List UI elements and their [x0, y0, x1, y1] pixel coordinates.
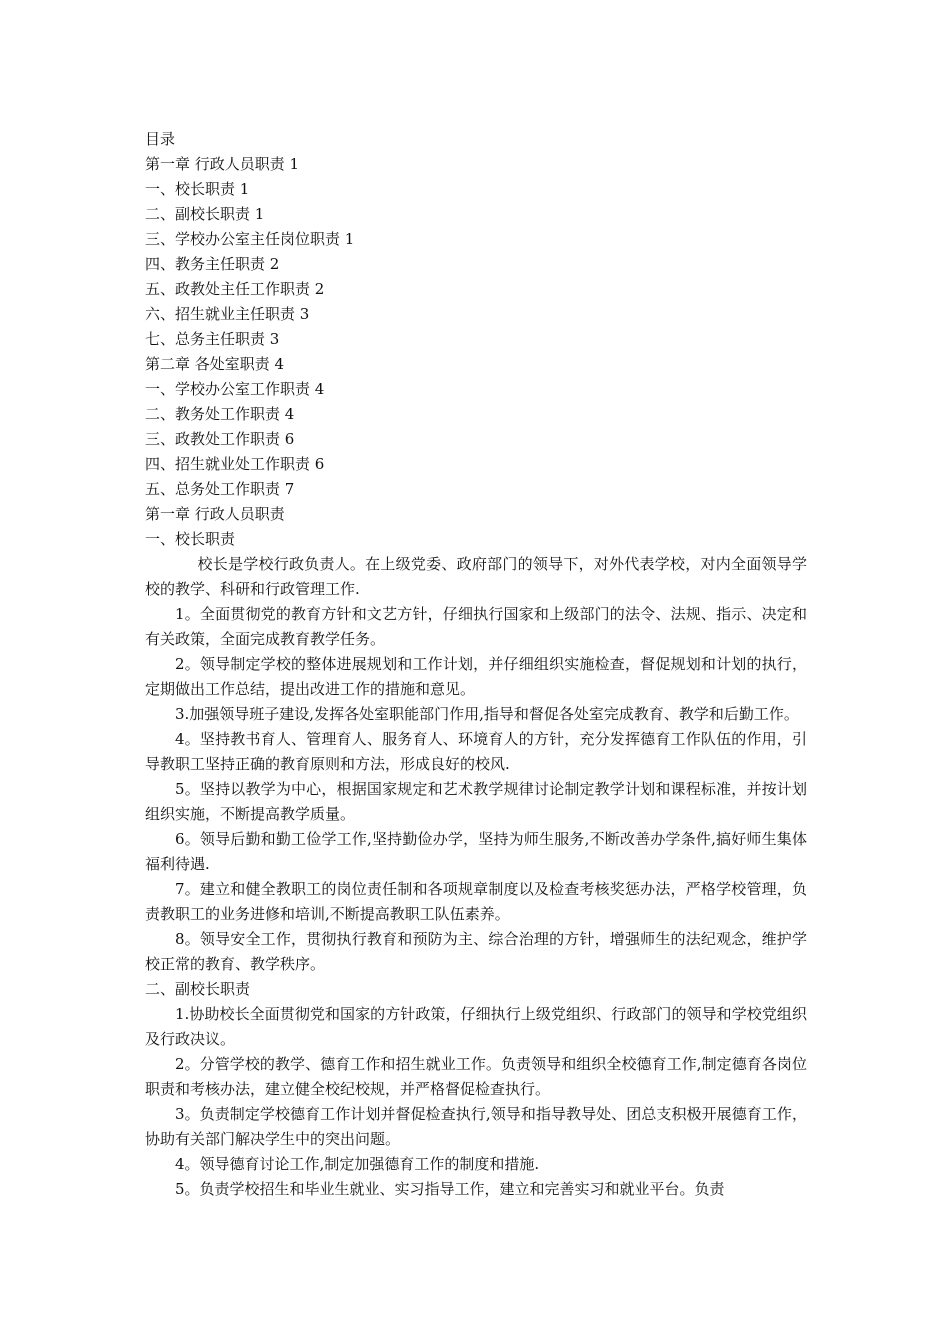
toc-item[interactable]: 三、学校办公室主任岗位职责 1 [145, 230, 355, 248]
paragraph: 4。坚持教书育人、管理育人、服务育人、环境育人的方针，充分发挥德育工作队伍的作用，引导教职工坚持正确的教育原则和方法，形成良好的校风. [145, 730, 807, 773]
section-principal-duties [145, 527, 807, 977]
toc-item[interactable]: 五、总务处工作职责 7 [145, 480, 295, 498]
toc-item[interactable]: 七、总务主任职责 3 [145, 330, 280, 348]
paragraph: 1.协助校长全面贯彻党和国家的方针政策，仔细执行上级党组织、行政部门的领导和学校党组织及行政决议。 [145, 1005, 807, 1048]
toc-item[interactable]: 一、学校办公室工作职责 4 [145, 380, 325, 398]
toc-item[interactable]: 五、政教处主任工作职责 2 [145, 280, 325, 298]
chapter-title: 第一章 行政人员职责 [145, 505, 285, 523]
toc-item[interactable]: 二、副校长职责 1 [145, 205, 265, 223]
toc-item[interactable]: 四、招生就业处工作职责 6 [145, 455, 325, 473]
section-title: 一、校长职责 [145, 530, 236, 548]
toc-title: 目录 [145, 130, 176, 148]
paragraph: 5。负责学校招生和毕业生就业、实习指导工作，建立和完善实习和就业平台。负责 [175, 1180, 725, 1198]
toc-item[interactable]: 第二章 各处室职责 4 [145, 355, 285, 373]
toc-item[interactable]: 一、校长职责 1 [145, 180, 250, 198]
paragraph: 1。全面贯彻党的教育方针和文艺方针，仔细执行国家和上级部门的法令、法规、指示、决定和有关政策，全面完成教育教学任务。 [145, 605, 807, 648]
table-of-contents [145, 127, 807, 502]
paragraph: 4。领导德育讨论工作,制定加强德育工作的制度和措施. [175, 1155, 540, 1173]
toc-item[interactable]: 三、政教处工作职责 6 [145, 430, 295, 448]
toc-item[interactable]: 第一章 行政人员职责 1 [145, 155, 300, 173]
toc-item[interactable]: 二、教务处工作职责 4 [145, 405, 295, 423]
toc-item[interactable]: 六、招生就业主任职责 3 [145, 305, 310, 323]
paragraph: 2。分管学校的教学、德育工作和招生就业工作。负责领导和组织全校德育工作,制定德育各岗位职责和考核办法，建立健全校纪校规，并严格督促检查执行。 [145, 1055, 807, 1098]
chapter-1 [145, 502, 807, 1202]
paragraph: 3.加强领导班子建设,发挥各处室职能部门作用,指导和督促各处室完成教育、教学和后勤工作。 [175, 705, 799, 723]
paragraph: 6。领导后勤和勤工俭学工作,坚持勤俭办学，坚持为师生服务,不断改善办学条件,搞好师生集体福利待遇. [145, 830, 807, 873]
section-title: 二、副校长职责 [145, 980, 251, 998]
paragraph: 5。坚持以教学为中心，根据国家规定和艺术教学规律讨论制定教学计划和课程标准，并按计划组织实施，不断提高教学质量。 [145, 780, 807, 823]
document-body [145, 127, 807, 1202]
paragraph: 校长是学校行政负责人。在上级党委、政府部门的领导下，对外代表学校，对内全面领导学校的教学、科研和行政管理工作. [145, 555, 807, 598]
toc-item[interactable]: 四、教务主任职责 2 [145, 255, 280, 273]
paragraph: 8。领导安全工作，贯彻执行教育和预防为主、综合治理的方针，增强师生的法纪观念，维护学校正常的教育、教学秩序。 [145, 930, 807, 973]
paragraph: 2。领导制定学校的整体进展规划和工作计划，并仔细组织实施检查，督促规划和计划的执行，定期做出工作总结，提出改进工作的措施和意见。 [145, 655, 807, 698]
paragraph: 7。建立和健全教职工的岗位责任制和各项规章制度以及检查考核奖惩办法，严格学校管理，负责教职工的业务进修和培训,不断提高教职工队伍素养。 [145, 880, 807, 923]
section-vice-principal-duties [145, 977, 807, 1202]
paragraph: 3。负责制定学校德育工作计划并督促检查执行,领导和指导教导处、团总支积极开展德育工作，协助有关部门解决学生中的突出问题。 [145, 1105, 807, 1148]
